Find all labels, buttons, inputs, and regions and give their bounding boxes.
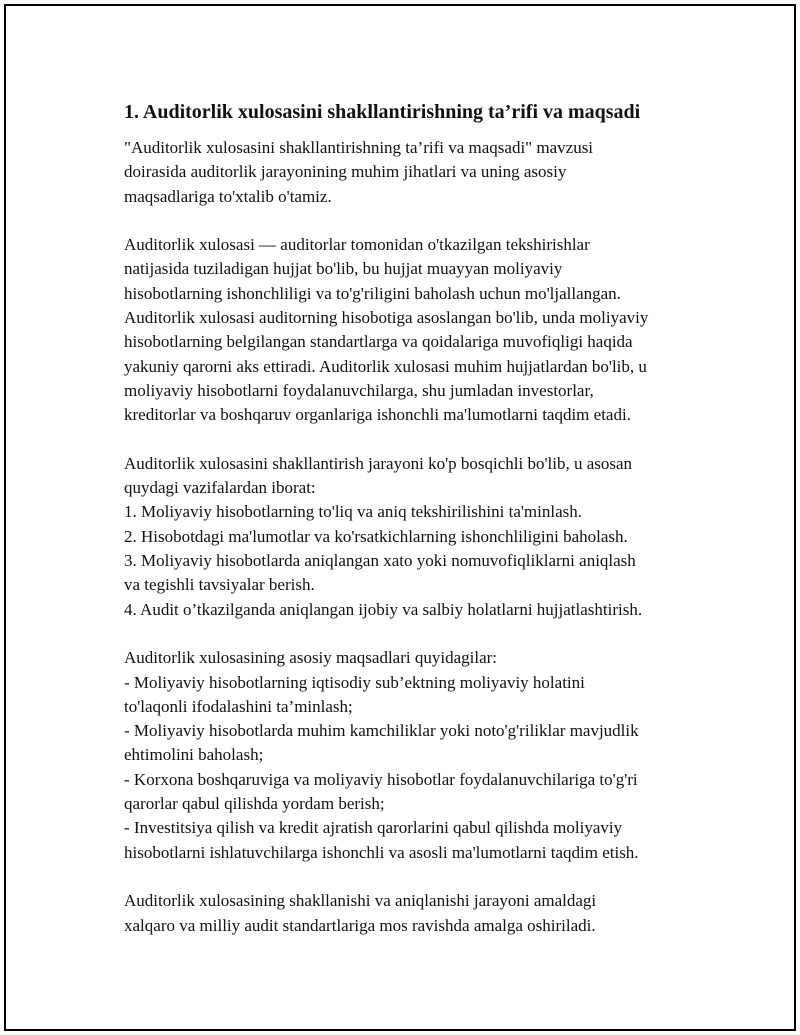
paragraph	[124, 136, 704, 209]
paragraph	[124, 889, 704, 938]
text-line: natijasida tuziladigan hujjat bo'lib, bu hujjat muayyan moliyaviy	[124, 259, 563, 279]
page-frame	[4, 4, 796, 1031]
text-line: xalqaro va milliy audit standartlariga mos ravishda amalga oshiriladi.	[124, 915, 596, 935]
paragraph	[124, 646, 704, 865]
text-line: - Investitsiya qilish va kredit ajratish qarorlarini qabul qilishda moliyaviy	[124, 818, 623, 838]
document-body	[124, 98, 704, 962]
text-line: kreditorlar va boshqaruv organlariga ishonchli ma'lumotlarni taqdim etadi.	[124, 405, 631, 425]
text-line: yakuniy qarorni aks ettiradi. Auditorlik xulosasi muhim hujjatlardan bo'lib, u	[124, 356, 647, 376]
text-line: to'laqonli ifodalashini ta’minlash;	[124, 696, 353, 716]
paragraph	[124, 233, 704, 427]
text-line: - Moliyaviy hisobotlarda muhim kamchiliklar yoki noto'g'riliklar mavjudlik	[124, 721, 639, 741]
paragraph-list	[124, 136, 704, 938]
text-line: hisobotlarni ishlatuvchilarga ishonchli va asosli ma'lumotlarni taqdim etish.	[124, 842, 639, 862]
text-line: Auditorlik xulosasi auditorning hisobotiga asoslangan bo'lib, unda moliyaviy	[124, 308, 649, 328]
text-line: - Korxona boshqaruviga va moliyaviy hisobotlar foydalanuvchilariga to'g'ri	[124, 769, 638, 789]
text-line: maqsadlariga to'xtalib o'tamiz.	[124, 186, 332, 206]
text-line: quydagi vazifalardan iborat:	[124, 478, 316, 498]
text-line: Auditorlik xulosasi — auditorlar tomonidan o'tkazilgan tekshirishlar	[124, 235, 590, 255]
paragraph	[124, 452, 704, 622]
text-line: Auditorlik xulosasini shakllantirish jarayoni ko'p bosqichli bo'lib, u asosan	[124, 453, 633, 473]
text-line: va tegishli tavsiyalar berish.	[124, 575, 315, 595]
text-line: 3. Moliyaviy hisobotlarda aniqlangan xato yoki nomuvofiqliklarni aniqlash	[124, 551, 636, 571]
text-line: hisobotlarning belgilangan standartlarga va qoidalariga muvofiqligi haqida	[124, 332, 633, 352]
text-line: moliyaviy hisobotlarni foydalanuvchilarga, shu jumladan investorlar,	[124, 380, 594, 400]
section-title: 1. Auditorlik xulosasini shakllantirishning ta’rifi va maqsadi	[124, 101, 641, 123]
text-line: - Moliyaviy hisobotlarning iqtisodiy sub’ektning moliyaviy holatini	[124, 672, 585, 692]
text-line: 2. Hisobotdagi ma'lumotlar va ko'rsatkichlarning ishonchliligini baholash.	[124, 526, 628, 546]
text-line: "Auditorlik xulosasini shakllantirishning ta’rifi va maqsadi" mavzusi	[124, 138, 594, 157]
text-line: Auditorlik xulosasining asosiy maqsadlari quyidagilar:	[124, 648, 498, 668]
text-line: Auditorlik xulosasining shakllanishi va aniqlanishi jarayoni amaldagi	[124, 891, 597, 911]
text-line: 4. Audit o’tkazilganda aniqlangan ijobiy va salbiy holatlarni hujjatlashtirish.	[124, 599, 643, 619]
text-line: hisobotlarning ishonchliligi va to'g'riligini baholash uchun mo'ljallangan.	[124, 283, 621, 303]
text-line: qarorlar qabul qilishda yordam berish;	[124, 794, 385, 814]
text-line: 1. Moliyaviy hisobotlarning to'liq va aniq tekshirilishini ta'minlash.	[124, 502, 583, 522]
text-line: doirasida auditorlik jarayonining muhim jihatlari va uning asosiy	[124, 162, 567, 182]
text-line: ehtimolini baholash;	[124, 745, 264, 765]
